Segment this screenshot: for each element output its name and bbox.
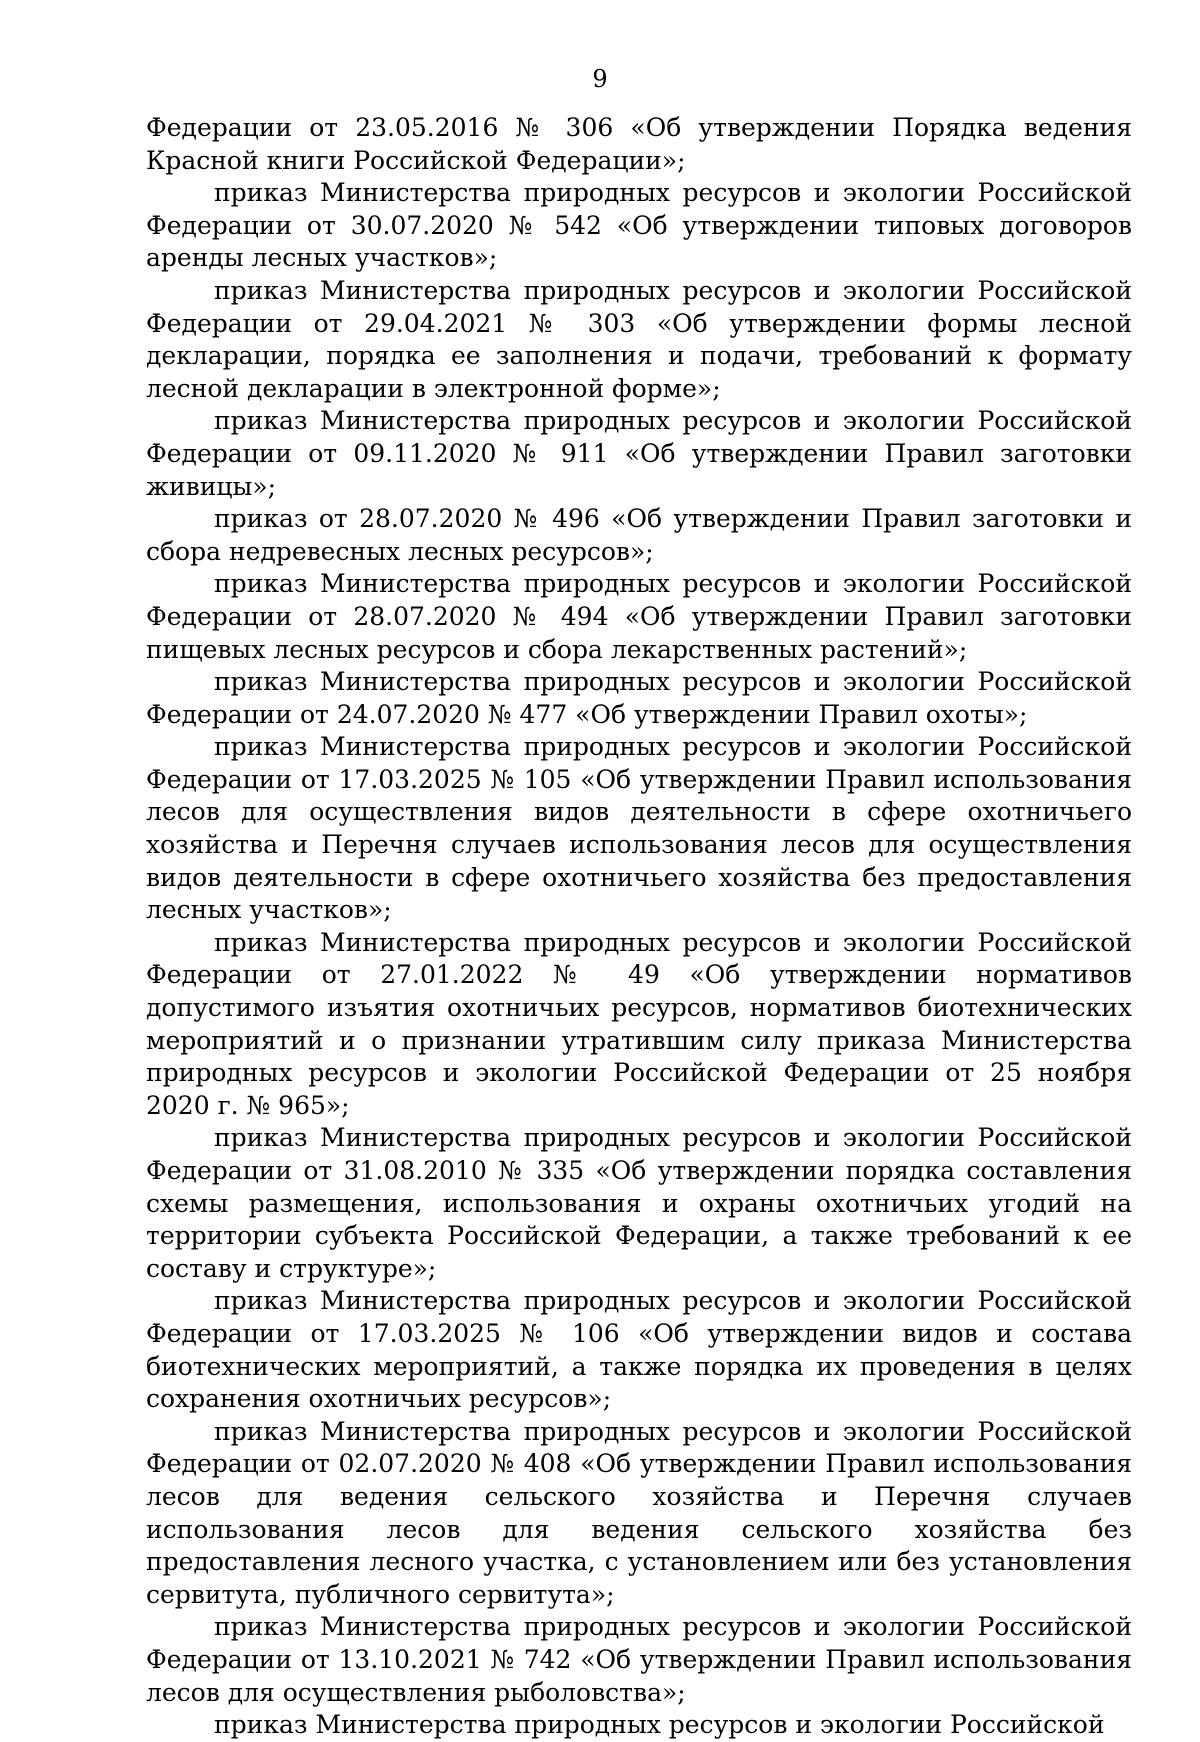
paragraph-order-408: приказ Министерства природных ресурсов и экологии Российской Федерации от 02.07.2020 № 408 «Об утверждении Правил использования лесов для ведения сельского хозяйства и Перечня случаев использования лесов для ведения сельского хозяйства без предоставления лесного участка, с установлением или без установления сервитута, публичного сервитута»;	[146, 1416, 1132, 1609]
paragraph-krasnaya-kniga: Федерации от 23.05.2016 № 306 «Об утверждении Порядка ведения Красной книги Российской Федерации»;	[146, 113, 1132, 175]
paragraph-order-494: приказ Министерства природных ресурсов и экологии Российской Федерации от 28.07.2020 № 494 «Об утверждении Правил заготовки пищевых лесных ресурсов и сбора лекарственных растений»;	[146, 569, 1132, 664]
paragraph-order-477: приказ Министерства природных ресурсов и экологии Российской Федерации от 24.07.2020 № 477 «Об утверждении Правил охоты»;	[146, 667, 1132, 729]
paragraph-order-911: приказ Министерства природных ресурсов и экологии Российской Федерации от 09.11.2020 № 911 «Об утверждении Правил заготовки живицы»;	[146, 406, 1132, 501]
paragraph-order-496: приказ от 28.07.2020 № 496 «Об утверждении Правил заготовки и сбора недревесных лесных ресурсов»;	[146, 504, 1132, 566]
paragraph-continued: приказ Министерства природных ресурсов и экологии Российской	[214, 1710, 1105, 1740]
paragraph-order-105: приказ Министерства природных ресурсов и экологии Российской Федерации от 17.03.2025 № 105 «Об утверждении Правил использования лесов для осуществления видов деятельности в сфере охотничьего хозяйства и Перечня случаев использования лесов для осуществления видов деятельности в сфере охотничьего хозяйства без предоставления лесных участков»;	[146, 732, 1132, 925]
paragraph-order-49: приказ Министерства природных ресурсов и экологии Российской Федерации от 27.01.2022 № 49 «Об утверждении нормативов допустимого изъятия охотничьих ресурсов, нормативов биотехнических мероприятий и о признании утратившим силу приказа Министерства природных ресурсов и экологии Российской Федерации от 25 ноября 2020 г. № 965»;	[146, 927, 1132, 1120]
paragraph-order-303: приказ Министерства природных ресурсов и экологии Российской Федерации от 29.04.2021 № 303 «Об утверждении формы лесной декларации, порядка ее заполнения и подачи, требований к формату лесной декларации в электронной форме»;	[146, 275, 1132, 403]
page-number: 9	[592, 65, 608, 93]
paragraph-order-335: приказ Министерства природных ресурсов и экологии Российской Федерации от 31.08.2010 № 335 «Об утверждении порядка составления схемы размещения, использования и охраны охотничьих угодий на территории субъекта Российской Федерации, а также требований к ее составу и структуре»;	[146, 1123, 1132, 1283]
paragraph-order-542: приказ Министерства природных ресурсов и экологии Российской Федерации от 30.07.2020 № 542 «Об утверждении типовых договоров аренды лесных участков»;	[146, 178, 1132, 273]
paragraph-order-106: приказ Министерства природных ресурсов и экологии Российской Федерации от 17.03.2025 № 106 «Об утверждении видов и состава биотехнических мероприятий, а также порядка их проведения в целях сохранения охотничьих ресурсов»;	[146, 1286, 1132, 1414]
paragraph-order-742: приказ Министерства природных ресурсов и экологии Российской Федерации от 13.10.2021 № 742 «Об утверждении Правил использования лесов для осуществления рыболовства»;	[146, 1612, 1132, 1707]
document-body	[146, 112, 1132, 1742]
